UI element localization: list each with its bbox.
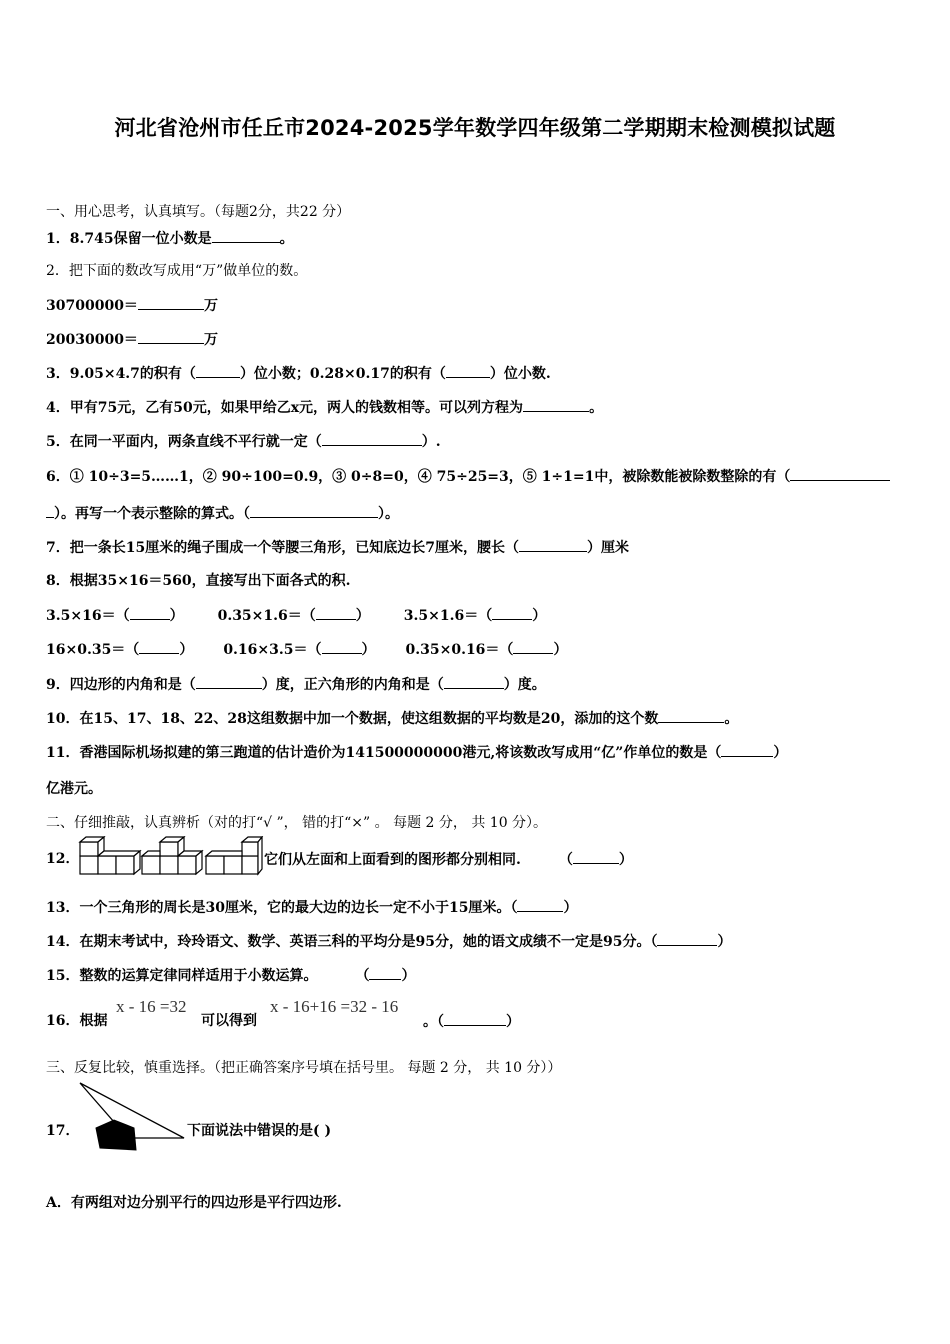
- equation-2: x - 16+16 =32 - 16: [270, 997, 399, 1016]
- answer-blank[interactable]: [138, 296, 204, 310]
- q16-text-a: 16．根据: [46, 1013, 108, 1029]
- answer-blank[interactable]: [138, 330, 204, 344]
- question-6: [46, 467, 890, 486]
- answer-blank[interactable]: [658, 709, 724, 723]
- q8-item: 3.5×1.6＝（: [403, 608, 493, 624]
- question-11: [46, 743, 787, 762]
- q5-text: 5．在同一平面内，两条直线不平行就一定（: [46, 434, 322, 450]
- q8-item: 16×0.35＝（: [46, 642, 140, 658]
- q2-2-text: 20030000＝: [46, 332, 138, 348]
- q7-text: 7．把一条长15厘米的绳子围成一个等腰三角形，已知底边长7厘米，腰长（: [46, 540, 519, 556]
- question-2-item-2: [46, 330, 218, 349]
- answer-blank[interactable]: [573, 850, 619, 864]
- q12-close: ）: [618, 852, 633, 868]
- answer-blank[interactable]: [446, 364, 490, 378]
- q4-text: 4．甲有75元，乙有50元，如果甲给乙x元，两人的钱数相等。可以列方程为: [46, 400, 524, 416]
- q10-end: 。: [724, 711, 739, 727]
- answer-blank[interactable]: [139, 640, 179, 654]
- question-5: [46, 432, 441, 451]
- q2-1-text: 30700000＝: [46, 298, 138, 314]
- q8-item: 0.16×3.5＝（: [223, 642, 322, 658]
- q12-number: 12．: [46, 851, 80, 867]
- equation-1: x - 16 =32: [116, 997, 187, 1016]
- question-11-cont: 亿港元。: [46, 781, 102, 797]
- answer-blank[interactable]: [46, 504, 54, 518]
- section-1-heading: 一、用心思考，认真填写。（每题2分，共22 分）: [46, 204, 351, 220]
- q9-text-c: ）度。: [503, 677, 546, 693]
- question-6-cont: [46, 504, 399, 523]
- triangle-pentagon-figure: [78, 1080, 186, 1154]
- answer-blank[interactable]: [513, 640, 553, 654]
- question-8-row-2: [46, 640, 567, 659]
- answer-blank[interactable]: [657, 932, 717, 946]
- q3-text-b: ）位小数；0.28×0.17的积有（: [239, 366, 446, 382]
- q16-open: 。（: [423, 1014, 444, 1030]
- option-a[interactable]: A．有两组对边分别平行的四边形是平行四边形.: [46, 1195, 342, 1211]
- question-13: [46, 898, 577, 917]
- q12-open: （: [558, 852, 573, 868]
- q8-item-close: ）: [553, 642, 568, 658]
- q5-end: ）.: [421, 434, 441, 450]
- q13-text: 13．一个三角形的周长是30厘米，它的最大边的边长一定不小于15厘米。（: [46, 900, 518, 916]
- q13-close: ）: [563, 900, 578, 916]
- section-2-heading: 二、仔细推敲，认真辨析（对的打“√ ”， 错的打“×” 。 每题 2 分， 共 10 分）。: [46, 815, 548, 831]
- q14-text: 14．在期末考试中，玲玲语文、数学、英语三科的平均分是95分，她的语文成绩不一定是95分。（: [46, 934, 658, 950]
- answer-blank[interactable]: [322, 640, 362, 654]
- question-12: [46, 850, 79, 868]
- answer-blank[interactable]: [196, 364, 240, 378]
- q11-text: 11．香港国际机场拟建的第三跑道的估计造价为141500000000港元,将该数改写成用“亿”作单位的数是（: [46, 745, 722, 761]
- question-10: [46, 709, 738, 728]
- q1-end: 。: [279, 231, 294, 247]
- q11-close: ）: [773, 745, 788, 761]
- q3-text-c: ）位小数.: [489, 366, 551, 382]
- q8-item-close: ）: [169, 608, 184, 624]
- q6-text-a: 6．① 10÷3=5……1，② 90÷100=0.9，③ 0÷8=0，④ 75÷25=3，⑤ 1÷1=1中，被除数能被除数整除的有（: [46, 469, 791, 485]
- question-4: [46, 398, 603, 417]
- page-title: 河北省沧州市任丘市2024-2025学年数学四年级第二学期期末检测模拟试题: [114, 116, 836, 140]
- q15-text: 15．整数的运算定律同样适用于小数运算。: [46, 968, 318, 984]
- q8-item: 0.35×0.16＝（: [405, 642, 514, 658]
- question-3: [46, 364, 551, 383]
- q2-2-unit: 万: [203, 332, 218, 348]
- answer-blank[interactable]: [250, 504, 378, 518]
- q4-end: 。: [589, 400, 604, 416]
- q9-text-b: ）度，正六角形的内角和是（: [261, 677, 444, 693]
- q15-close: ）: [401, 968, 416, 984]
- question-16: [46, 1012, 107, 1030]
- cube-figures-image: [78, 836, 264, 878]
- question-1: [46, 229, 294, 248]
- answer-blank[interactable]: [322, 432, 422, 446]
- answer-blank[interactable]: [444, 1012, 506, 1026]
- question-14: [46, 932, 731, 951]
- question-2: 2．把下面的数改写成用“万”做单位的数。: [46, 263, 308, 279]
- answer-blank[interactable]: [790, 467, 890, 481]
- q8-item-close: ）: [179, 642, 194, 658]
- answer-blank[interactable]: [212, 229, 280, 243]
- q8-item: 0.35×1.6＝（: [217, 608, 316, 624]
- q8-item-close: ）: [361, 642, 376, 658]
- question-2-item-1: [46, 296, 218, 315]
- q1-text: 1．8.745保留一位小数是: [46, 231, 212, 247]
- q2-1-unit: 万: [203, 298, 218, 314]
- q16-close: ）: [506, 1014, 520, 1030]
- answer-blank[interactable]: [196, 675, 262, 689]
- q8-item: 3.5×16＝（: [46, 608, 130, 624]
- answer-blank[interactable]: [130, 606, 170, 620]
- q9-text-a: 9．四边形的内角和是（: [46, 677, 196, 693]
- q14-close: ）: [717, 934, 732, 950]
- q15-open: （: [355, 968, 370, 984]
- question-8: 8．根据35×16＝560，直接写出下面各式的积.: [46, 573, 351, 589]
- answer-blank[interactable]: [519, 538, 587, 552]
- q8-item-close: ）: [532, 608, 547, 624]
- q6-text-c: ）。: [378, 506, 399, 522]
- q7-end: ）厘米: [586, 540, 629, 556]
- question-17-number: 17．: [46, 1123, 80, 1139]
- answer-blank[interactable]: [523, 398, 589, 412]
- question-15: [46, 966, 415, 985]
- section-3-heading: 三、反复比较，慎重选择。（把正确答案序号填在括号里。 每题 2 分， 共 10 分））: [46, 1060, 562, 1076]
- question-7: [46, 538, 629, 557]
- question-9: [46, 675, 546, 694]
- question-16-end: [423, 1012, 520, 1031]
- answer-blank[interactable]: [517, 898, 563, 912]
- answer-blank[interactable]: [721, 743, 773, 757]
- question-17-text: 下面说法中错误的是( ): [187, 1123, 332, 1139]
- answer-blank[interactable]: [316, 606, 356, 620]
- q10-text: 10．在15、17、18、22、28这组数据中加一个数据，使这组数据的平均数是20，添加的这个数: [46, 711, 659, 727]
- q3-text-a: 3．9.05×4.7的积有（: [46, 366, 196, 382]
- question-12-text: [264, 850, 633, 869]
- answer-blank[interactable]: [444, 675, 504, 689]
- q12-text: 它们从左面和上面看到的图形都分别相同.: [264, 852, 521, 868]
- q8-item-close: ）: [355, 608, 370, 624]
- answer-blank[interactable]: [369, 966, 401, 980]
- question-8-row-1: [46, 606, 546, 625]
- answer-blank[interactable]: [492, 606, 532, 620]
- question-16-mid: 可以得到: [201, 1013, 257, 1029]
- q6-text-b: ）。再写一个表示整除的算式。（: [54, 506, 250, 522]
